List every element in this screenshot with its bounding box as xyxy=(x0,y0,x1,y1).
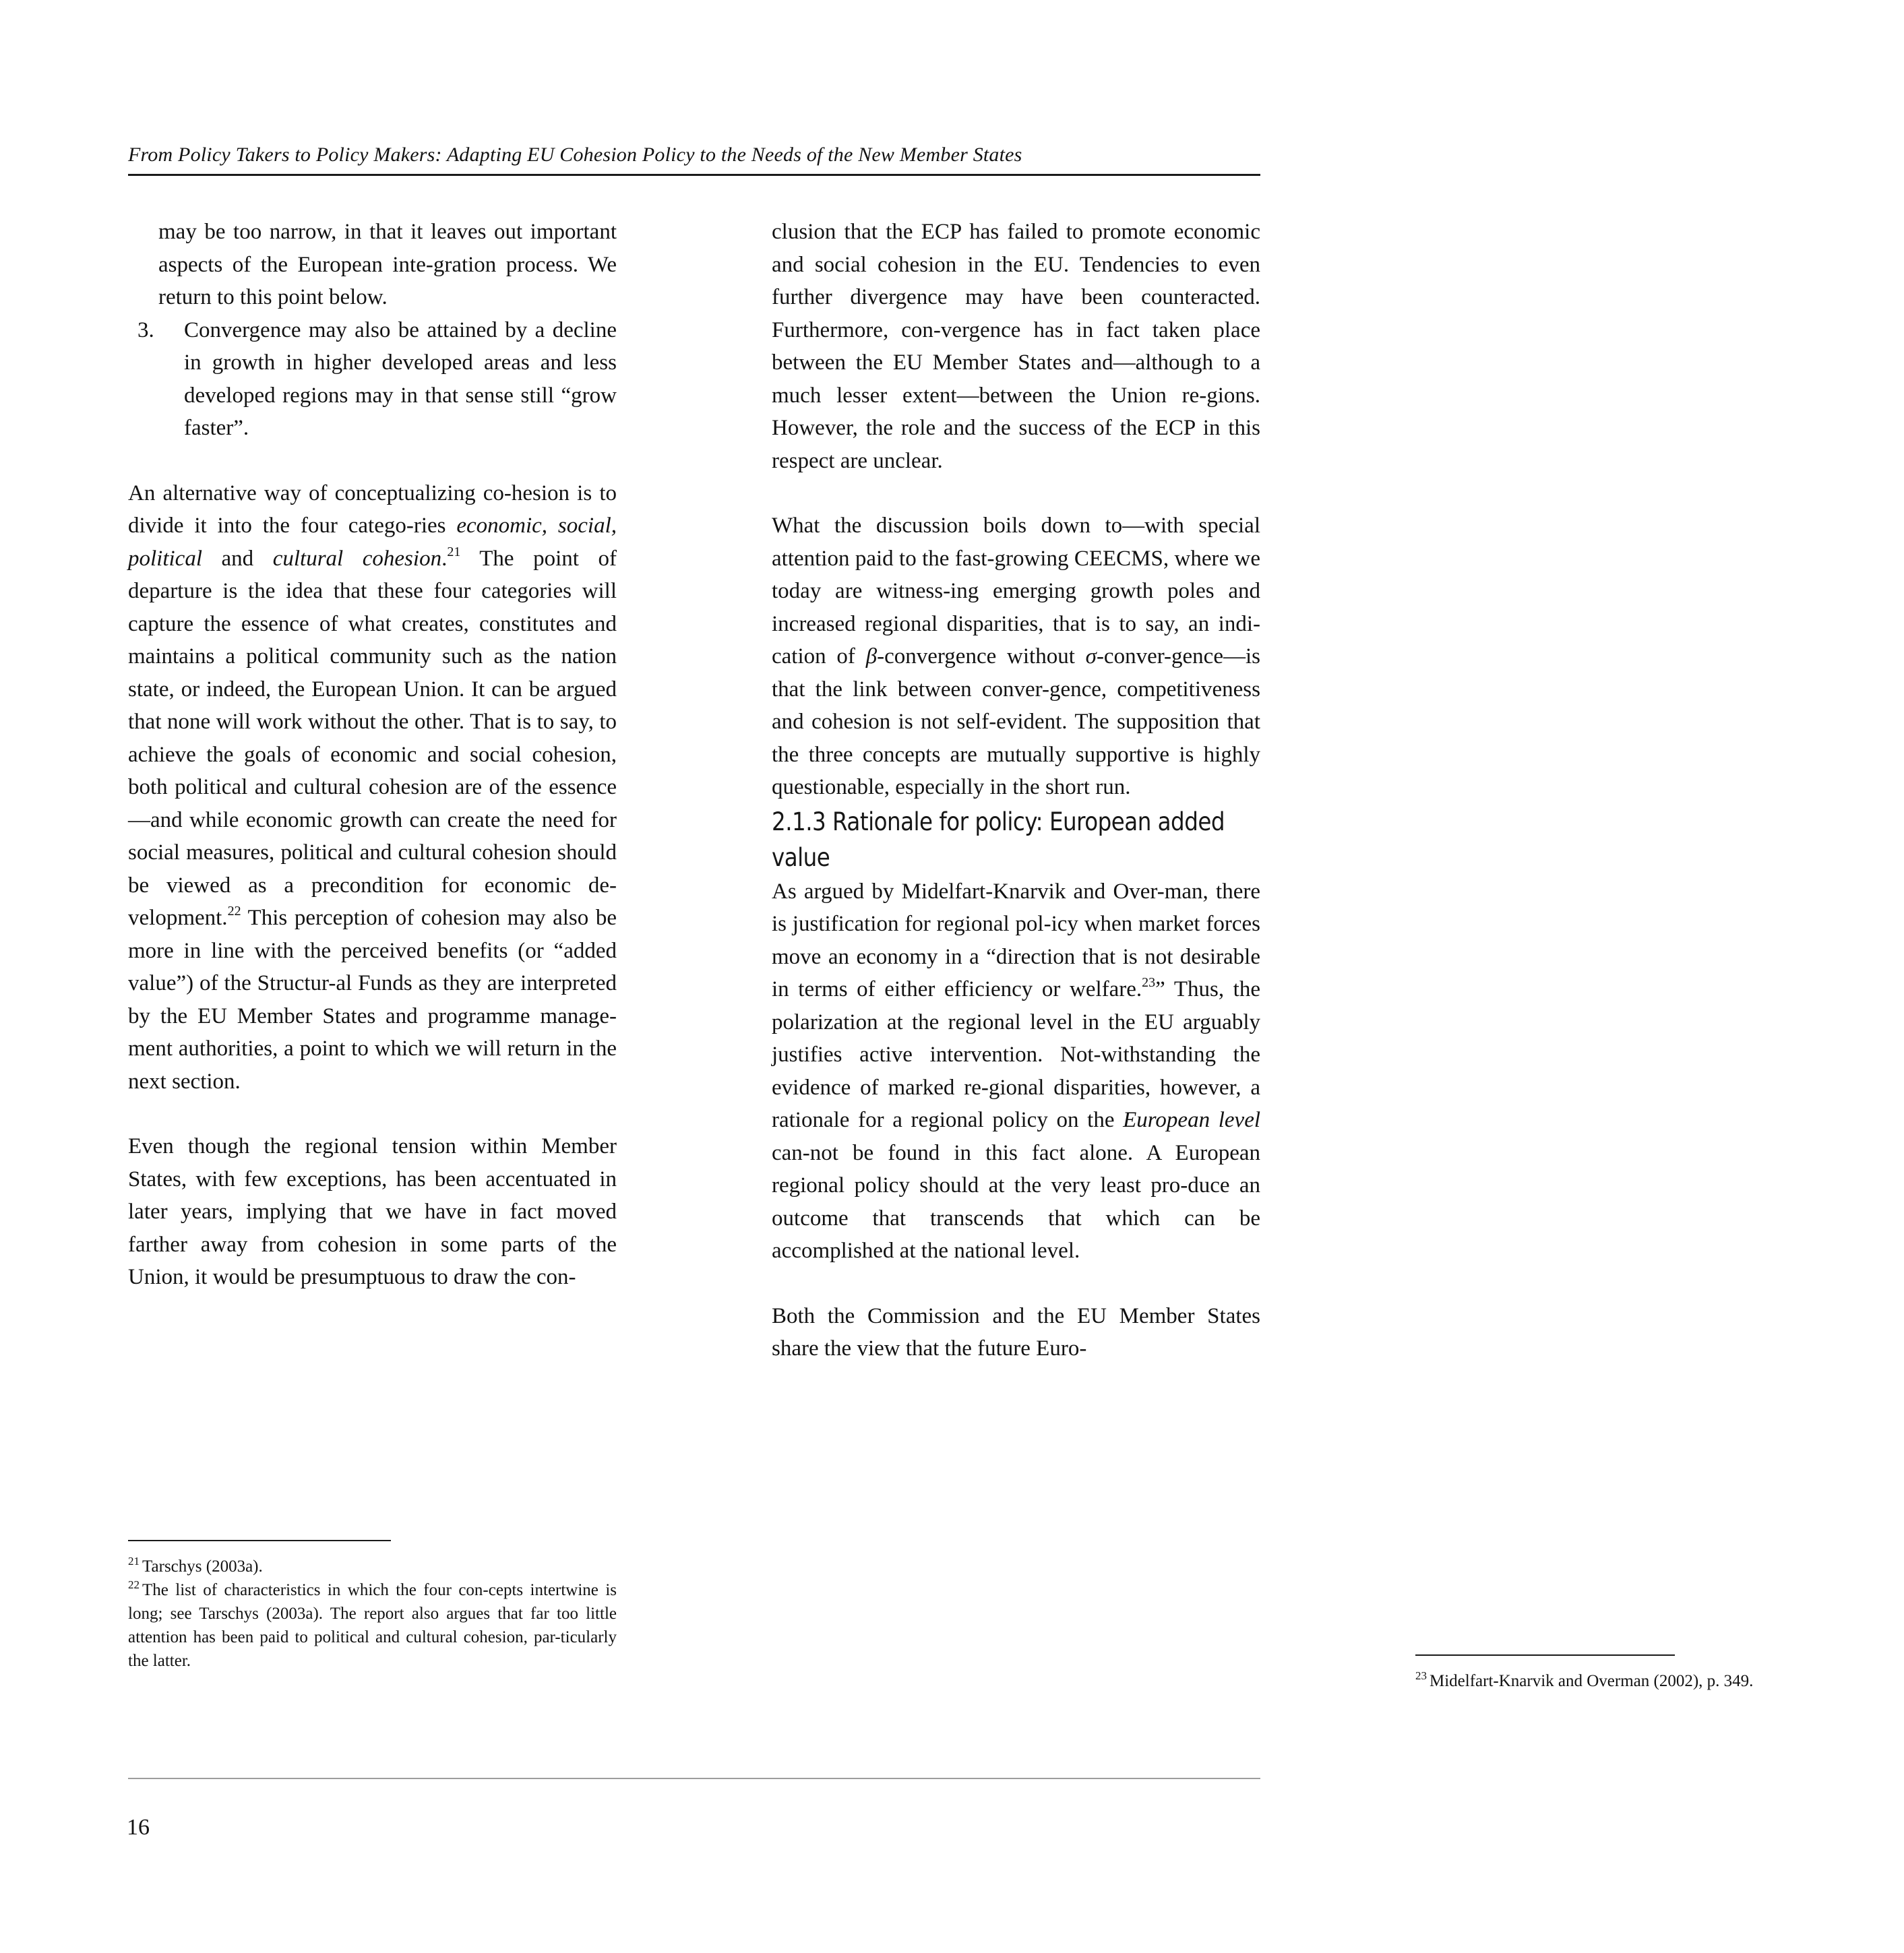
italic-term-cultural-cohesion: cultural cohesion xyxy=(272,546,442,571)
right-paragraph-3 xyxy=(772,875,1260,1268)
running-head-rule xyxy=(128,174,1260,176)
body-columns xyxy=(128,216,1754,1718)
text-run: ” Thus, the polarization at the regional level in the EU arguably justifies active intervention. Not-withstanding the evidence of marked re-gional disparities, however, a rationale for a regional policy on the xyxy=(772,977,1260,1132)
text-run: The point of departure is the idea that these four categories will capture the essence of what creates, constitutes and maintains a political community such as the nation state, or indeed, the European Union. It can be argued that none will work without the other. That is to say, to achieve the goals of economic and social cohesion, both political and cultural cohesion are of the essence—and while economic growth can create the need for social measures, political and cultural cohesion should be viewed as a precondition for economic de-velopment. xyxy=(128,546,617,930)
right-footnotes xyxy=(1415,1654,1904,1693)
text-run: An alternative way of conceptualizing co-hesion is to divide it into the four catego-ries xyxy=(128,480,617,538)
running-head xyxy=(128,142,1260,176)
list-item-marker: 3. xyxy=(137,317,154,342)
list-item-text: Convergence may also be attained by a decline in growth in higher developed areas and less developed regions may in that sense still “grow faster”. xyxy=(184,317,617,440)
left-column xyxy=(128,216,617,1670)
footnote-mark: 23 xyxy=(1415,1669,1427,1682)
numbered-list xyxy=(128,314,617,445)
right-paragraph-4: Both the Commission and the EU Member States share the view that the future Euro- xyxy=(772,1303,1260,1361)
footnote-text: Midelfart-Knarvik and Overman (2002), p. 349. xyxy=(1430,1672,1754,1690)
text-run: -convergence without xyxy=(877,644,1086,669)
left-paragraph-2: An alternative way of conceptualizing co-hesion is to divide it into the four catego-ries economic, social, political and cultural cohesion.$^{21}$ The point of departure is the idea that these four categories will capture the essence of what creates, constitutes and maintains a political community such as the nation state, or indeed, the European Union. It can be argued that none will work without the other. That is to say, to achieve the goals of economic and social cohesion, both political and cultural cohesion are of the essence—and while economic growth can create the need for social measures, political and cultural cohesion should be viewed as a precondition for economic de-velopment.$^{22}$ This perception of cohesion may also be more in line with the perceived benefits (or “added value”) of the Structur-al Funds as they are interpreted by the EU Member States and programme manage-ment authorities, a point to which we will return in the next section. xyxy=(128,480,617,1094)
footnote-text: The list of characteristics in which the four con-cepts intertwine is long; see Tarschys (2003a). The report also argues that far too little attention has been paid to political and cultural cohesion, par-ticularly the latter. xyxy=(128,1581,617,1670)
running-head-text: From Policy Takers to Policy Makers: Adapting EU Cohesion Policy to the Needs of the New Member States xyxy=(128,144,1022,166)
italic-beta-symbol: β xyxy=(865,644,878,669)
left-footnotes xyxy=(128,1540,617,1673)
footnote-mark: 21 xyxy=(128,1555,140,1568)
footnote-ref-23: 23 xyxy=(1142,975,1156,990)
text-run: As argued by Midelfart-Knarvik and Over-man, there is justification for regional pol-icy when market forces move an economy in a “direction that is not desirable in terms of either efficiency or welfare. xyxy=(772,879,1260,1001)
footnote-text: Tarschys (2003a). xyxy=(142,1557,263,1576)
text-run: and xyxy=(202,546,273,571)
footnote-21 xyxy=(128,1555,617,1578)
footnote-ref-22: 22 xyxy=(227,904,241,919)
footnote-mark: 22 xyxy=(128,1578,140,1591)
italic-term-economic-social-political: economic, social, political xyxy=(128,514,617,571)
text-run: What the discussion boils down to—with special attention paid to the fast-growing CEECMS, where we today are witness-ing emerging growth poles and increased regional disparities, that is to say, an indi-cation of xyxy=(772,514,1260,669)
right-paragraph-1: clusion that the ECP has failed to promote economic and social cohesion in the EU. Tendencies to even further divergence may have been counteracted. Furthermore, con-vergence has in fact taken place between the EU Member States and—although to a much lesser extent—between the Union re-gions. However, the role and the success of the ECP in this respect are unclear. xyxy=(772,220,1260,473)
footnote-23 xyxy=(1415,1669,1904,1693)
footer-rule xyxy=(128,1778,1260,1779)
right-paragraph-2 xyxy=(772,509,1260,804)
footnote-ref-21: 21 xyxy=(447,544,461,559)
text-run: -conver-gence—is that the link between conver-gence, competitiveness and cohesion is not self-evident. The supposition that the three concepts are mutually supportive is highly questionable, especially in the short run. xyxy=(772,644,1260,799)
text-run: This perception of cohesion may also be more in line with the perceived benefits (or “added value”) of the Structur-al Funds as they are interpreted by the EU Member States and programme manage-ment authorities, a point to which we will return in the next section. xyxy=(128,906,617,1094)
text-run: can-not be found in this fact alone. A European regional policy should at the very least pro-duce an outcome that transcends that which can be accomplished at the national level. xyxy=(772,1140,1260,1263)
italic-term-european-level: European level xyxy=(1123,1108,1261,1132)
continuation-paragraph: may be too narrow, in that it leaves out important aspects of the European inte-gration process. We return to this point below. xyxy=(158,220,617,309)
continuation-block xyxy=(128,216,617,314)
footnote-separator-rule xyxy=(128,1540,391,1541)
page-number: 16 xyxy=(127,1815,150,1840)
italic-sigma-symbol: σ xyxy=(1085,644,1097,669)
footnote-list xyxy=(128,1555,617,1673)
list-item xyxy=(128,314,617,445)
footnote-list xyxy=(1415,1669,1904,1693)
footnote-22 xyxy=(128,1578,617,1673)
footnote-separator-rule xyxy=(1415,1654,1675,1656)
section-heading-213: 2.1.3 Rationale for policy: European added value xyxy=(772,807,1225,872)
right-column xyxy=(772,216,1754,1690)
left-paragraph-3: Even though the regional tension within Member States, with few exceptions, has been accentuated in later years, implying that we have in fact moved farther away from cohesion in some parts of the Union, it would be presumptuous to draw the con- xyxy=(128,1134,617,1289)
